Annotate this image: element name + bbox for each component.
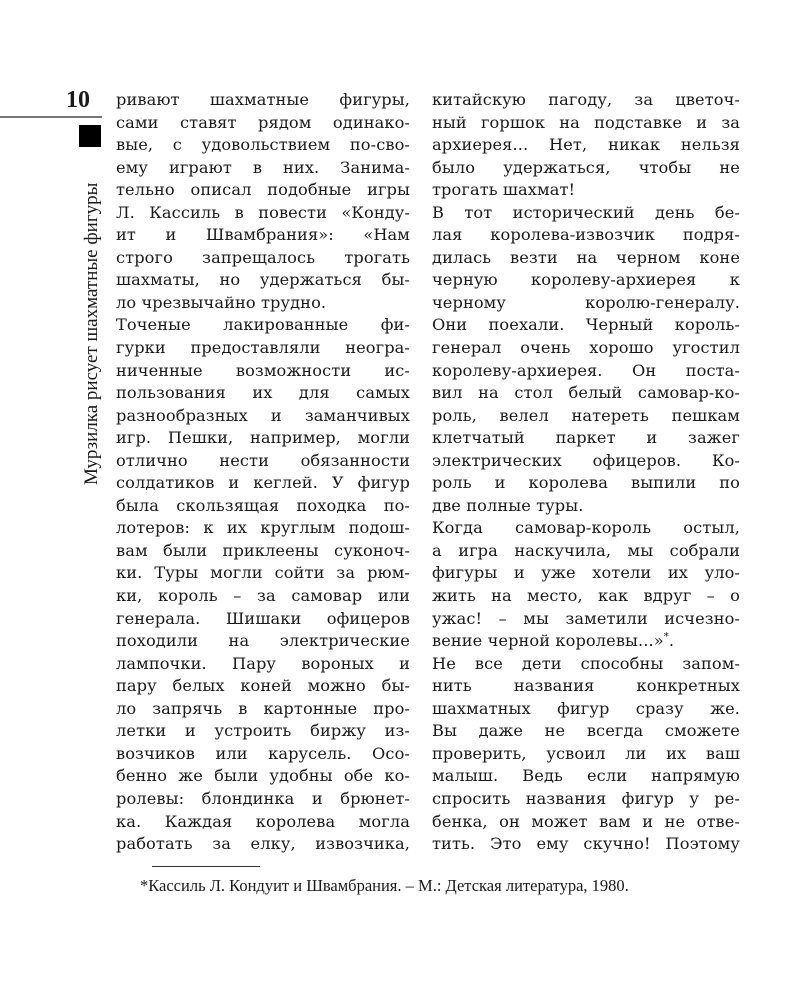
text-line: тельно описал подобные игры <box>116 180 410 200</box>
header-rule <box>0 116 102 118</box>
text-line: клетчатый паркет и зажег <box>432 428 740 448</box>
text-line: черному королю-генералу. <box>432 292 740 312</box>
text-line: ло чрезвычайно трудно. <box>116 292 327 312</box>
text-line: Не все дети способны запом- <box>432 653 740 673</box>
text-line: генерал очень хорошо угостил <box>432 338 740 358</box>
text-line: сами ставят рядом одинако- <box>116 112 410 132</box>
text-line: пару белых коней можно бы- <box>116 676 410 696</box>
text-line: лотеров: к их круглым подош- <box>116 518 410 538</box>
text-line: фигуры и уже хотели их уло- <box>432 563 740 583</box>
text-line: китайскую пагоду, за цветоч- <box>432 90 740 109</box>
text-column-left <box>116 89 410 856</box>
text-column-right <box>432 89 740 856</box>
text-line: ит и Швамбрания»: «Нам <box>116 225 410 245</box>
text-line: шахматных фигур сразу же. <box>432 698 740 718</box>
text-line: В тот исторический день бе- <box>432 202 740 222</box>
text-line: вые, с удовольствием по-сво- <box>116 135 410 155</box>
text-line: возчиков или карусель. Осо- <box>116 743 410 763</box>
text-line: а игра наскучила, мы собрали <box>432 540 740 560</box>
text-line: роль, велел натереть пешкам <box>432 405 740 425</box>
text-line: вил на стол белый самовар-ко- <box>432 383 740 403</box>
text-line: разнообразных и заманчивых <box>116 405 410 425</box>
text-line: походили на электрические <box>116 631 410 651</box>
text-line: спросить названия фигур у ре- <box>432 788 740 808</box>
text-line: ки, король – за самовар или <box>116 586 410 606</box>
text-line: Точеные лакированные фи- <box>116 315 410 335</box>
text-line: королеву-архиерея. Он поста- <box>432 360 740 380</box>
text-line: строго запрещалось трогать <box>116 247 410 267</box>
paragraph <box>116 89 410 314</box>
text-line: тить. Это ему скучно! Поэтому <box>432 834 740 854</box>
text-line: Когда самовар-король остыл, <box>432 518 740 538</box>
text-line: Л. Кассиль в повести «Конду- <box>116 202 410 222</box>
text-line: ло запрячь в картонные про- <box>116 698 410 718</box>
text-line: архиерея... Нет, никак нельзя <box>432 135 740 155</box>
text-line: лампочки. Пару вороных и <box>116 653 410 673</box>
text-line: жить на место, как вдруг – о <box>432 586 740 606</box>
text-line: проверить, усвоил ли их ваш <box>432 743 740 763</box>
paragraph <box>432 89 740 202</box>
text-line: летки и устроить биржу из- <box>116 721 410 741</box>
text-line: бенка, он может вам и не отве- <box>432 811 740 831</box>
text-line: электрических офицеров. Ко- <box>432 450 740 470</box>
text-line: шахматы, но удержаться бы- <box>116 270 410 290</box>
footnote-marker: * <box>663 631 669 643</box>
text-line: нить названия конкретных <box>432 676 740 696</box>
text-line: вам были приклеены суконоч- <box>116 540 410 560</box>
paragraph <box>432 202 740 518</box>
section-marker-square <box>79 125 101 147</box>
text-line: вение черной королевы...»*. <box>432 631 675 651</box>
text-line: дилась везти на черном коне <box>432 247 740 267</box>
text-line: была скользящая походка по- <box>116 495 410 515</box>
text-line: игр. Пешки, например, могли <box>116 428 410 448</box>
text-line: черную королеву-архиерея к <box>432 270 740 290</box>
text-line: пользования их для самых <box>116 383 410 403</box>
text-line: малыш. Ведь если напрямую <box>432 766 740 786</box>
text-line: работать за елку, извозчика, <box>116 834 410 854</box>
footnote-rule <box>152 866 260 867</box>
text-line: ужас! – мы заметили исчезно- <box>432 608 740 628</box>
text-line: генерала. Шишаки офицеров <box>116 608 410 628</box>
running-head: Мурзилка рисует шахматные фигуры <box>81 182 102 485</box>
footnote: *Кассиль Л. Кондуит и Швамбрания. – М.: Детская литература, 1980. <box>140 876 629 895</box>
text-line: ему играют в них. Занима- <box>116 157 410 177</box>
text-line: отлично нести обязанности <box>116 450 410 470</box>
text-line: ривают шахматные фигуры, <box>116 90 410 109</box>
text-line: гурки предоставляли неогра- <box>116 338 410 358</box>
text-line: две полные туры. <box>432 495 584 515</box>
text-line: было удержаться, чтобы не <box>432 157 740 177</box>
text-line: солдатиков и кеглей. У фигур <box>116 473 410 493</box>
text-line: ный горшок на подставке и за <box>432 112 740 132</box>
text-line: ниченные возможности ис- <box>116 360 410 380</box>
text-line: Они поехали. Черный король- <box>432 315 740 335</box>
text-line: лая королева-извозчик подря- <box>432 225 740 245</box>
text-line: бенно же были удобны обе ко- <box>116 766 410 786</box>
text-line: Вы даже не всегда сможете <box>432 721 740 741</box>
text-line: трогать шахмат! <box>432 180 576 200</box>
text-line: ролевы: блондинка и брюнет- <box>116 788 410 808</box>
text-line: роль и королева выпили по <box>432 473 740 493</box>
text-line: ки. Туры могли сойти за рюм- <box>116 563 410 583</box>
text-line: ка. Каждая королева могла <box>116 811 410 831</box>
paragraph <box>116 314 410 855</box>
paragraph <box>432 517 740 652</box>
page-number: 10 <box>66 87 90 113</box>
paragraph <box>432 653 740 856</box>
